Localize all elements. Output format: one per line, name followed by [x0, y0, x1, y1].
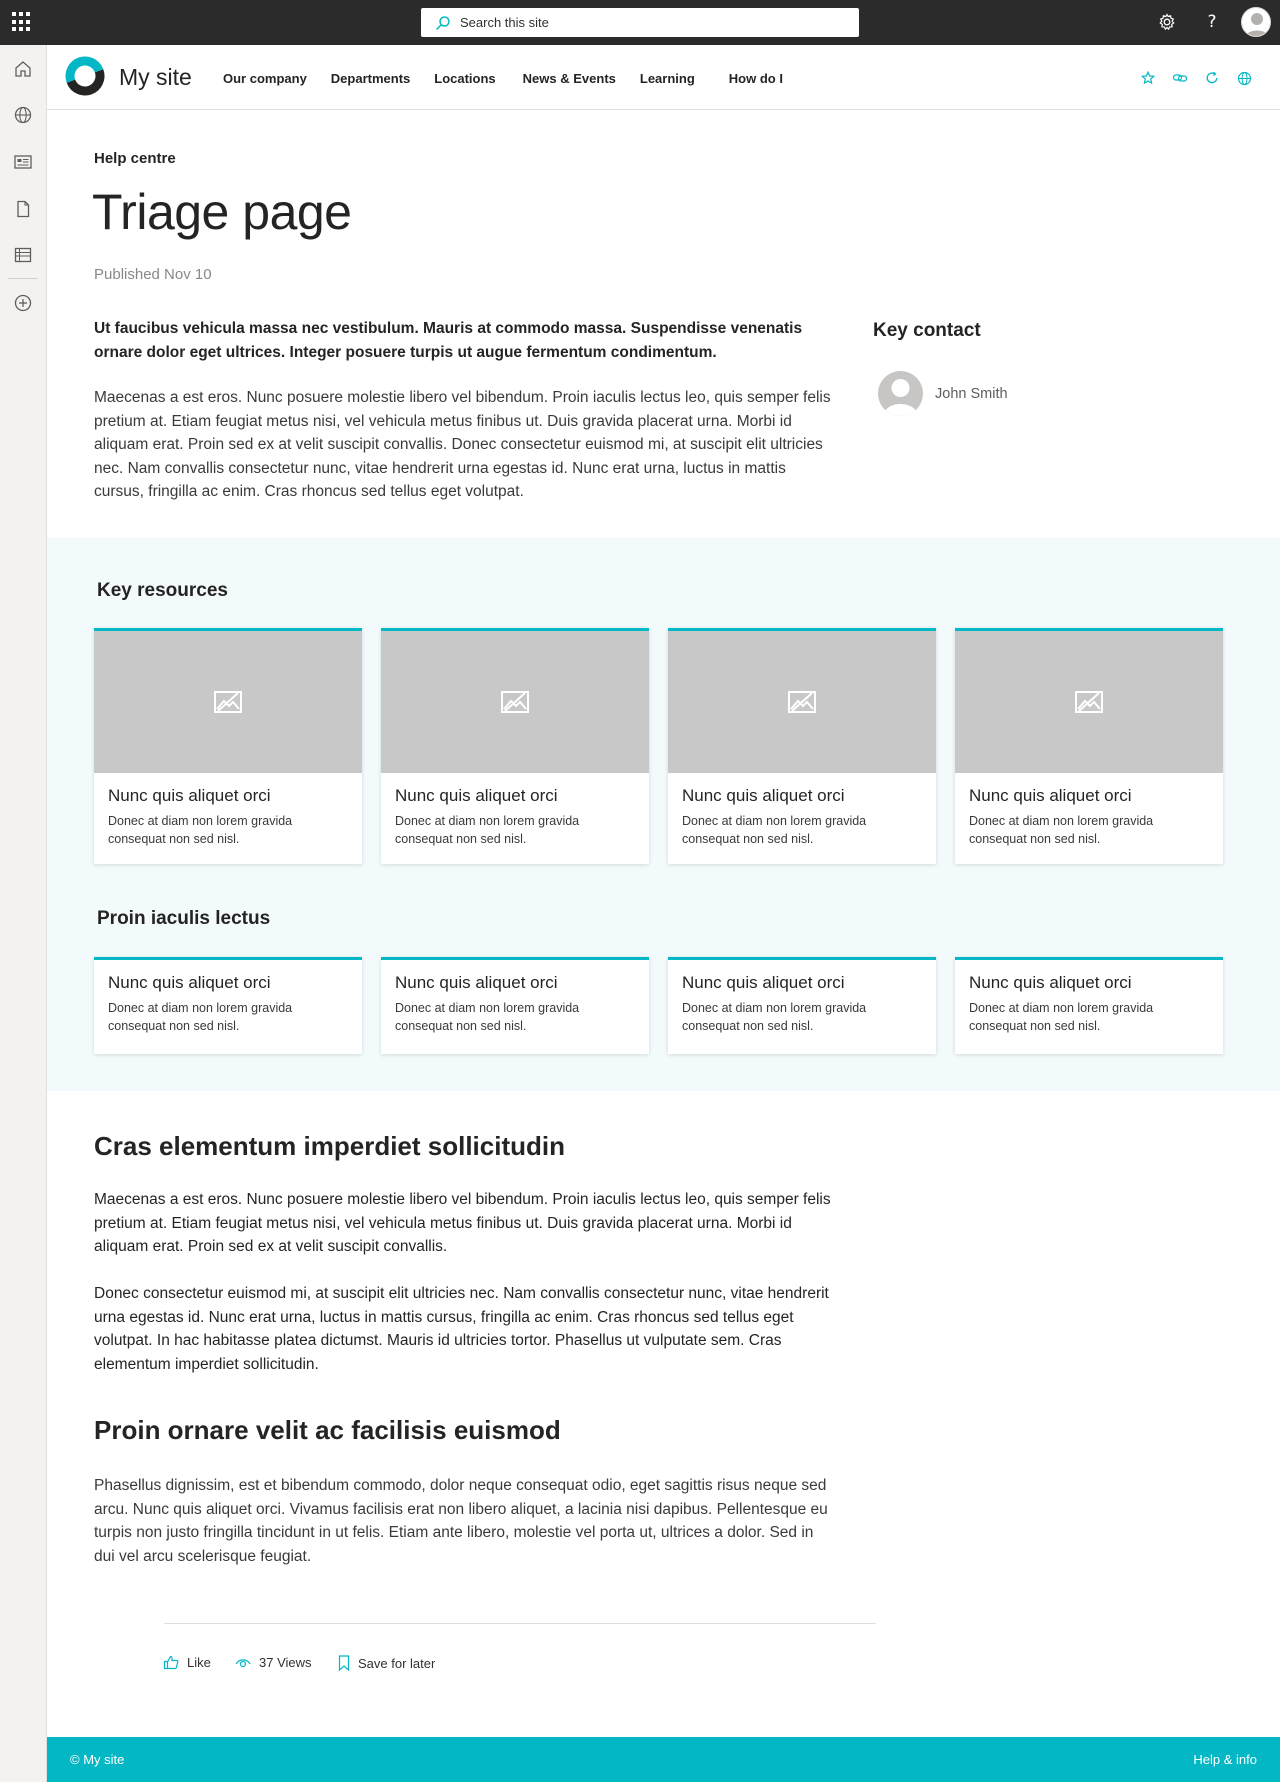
image-icon: [214, 691, 242, 713]
section-heading: Cras elementum imperdiet sollicitudin: [94, 1131, 565, 1161]
gear-icon[interactable]: [1156, 11, 1178, 33]
site-title[interactable]: My site: [119, 64, 192, 90]
image-placeholder: [381, 631, 649, 773]
list-icon[interactable]: [12, 244, 34, 266]
contact-card[interactable]: [878, 371, 1008, 416]
resource-card[interactable]: [94, 628, 362, 864]
nav-locations[interactable]: Locations: [434, 71, 496, 86]
card-description: Donec at diam non lorem gravida consequat non sed nisl.: [108, 814, 293, 846]
globe-icon[interactable]: [1235, 69, 1253, 87]
document-icon[interactable]: [12, 198, 34, 220]
like-label: Like: [187, 1655, 211, 1670]
card-title: Nunc quis aliquet orci: [395, 786, 558, 805]
resource-card[interactable]: [381, 628, 649, 864]
nav-how-do-i[interactable]: How do I: [728, 71, 783, 86]
suite-bar: [0, 0, 1280, 45]
card-description: Donec at diam non lorem gravida consequat non sed nisl.: [108, 1001, 293, 1033]
card-description: Donec at diam non lorem gravida consequat non sed nisl.: [969, 1001, 1154, 1033]
top-navigation: [223, 71, 807, 86]
card-description: Donec at diam non lorem gravida consequat non sed nisl.: [395, 1001, 580, 1033]
image-icon: [788, 691, 816, 713]
resource-card[interactable]: [668, 628, 936, 864]
site-header: [47, 45, 1280, 110]
like-button[interactable]: [163, 1655, 211, 1670]
link-card[interactable]: [381, 957, 649, 1054]
card-description: Donec at diam non lorem gravida consequat non sed nisl.: [395, 814, 580, 846]
like-icon: [163, 1655, 179, 1670]
help-icon[interactable]: ?: [1207, 12, 1217, 32]
key-contact-heading: Key contact: [873, 320, 981, 341]
card-description: Donec at diam non lorem gravida consequat non sed nisl.: [969, 814, 1154, 846]
home-icon[interactable]: [12, 58, 34, 80]
image-icon: [1075, 691, 1103, 713]
card-title: Nunc quis aliquet orci: [395, 973, 558, 992]
views-label: 37 Views: [259, 1655, 312, 1670]
rail-divider: [8, 278, 38, 279]
copyright-text: © My site: [70, 1752, 125, 1767]
views-count: [235, 1655, 312, 1670]
card-title: Nunc quis aliquet orci: [969, 786, 1132, 805]
image-placeholder: [955, 631, 1223, 773]
eye-icon: [235, 1657, 251, 1669]
card-title: Nunc quis aliquet orci: [108, 973, 271, 992]
nav-news-events[interactable]: News & Events: [522, 71, 616, 86]
lead-paragraph: Ut faucibus vehicula massa nec vestibulum. Mauris at commodo massa. Suspendisse venenatis ornare dolor eget ultrices. Integer posuere turpis ut augue fermentum condimentum.: [94, 320, 803, 361]
add-circle-icon[interactable]: [12, 292, 34, 314]
left-rail: [0, 45, 47, 1782]
save-label: Save for later: [358, 1655, 436, 1671]
breadcrumb[interactable]: Help centre: [94, 150, 176, 167]
contact-avatar: [878, 371, 923, 416]
intro-paragraph: Maecenas a est eros. Nunc posuere molestie libero vel bibendum. Proin iaculis lectus leo, quis semper felis pretium at. Etiam feugiat metus nisi, vel vehicula metus finibus ut. Duis gravida placerat urna. Morbi id aliquam erat. Proin sed ex at velit suscipit convallis. Donec consectetur euismod mi, at suscipit elit ultricies nec. Nam convallis consectetur nunc, vitae hendrerit urna egestas id. Nunc erat urna, luctus in mattis cursus, fringilla ac enim. Cras rhoncus sed tellus eget volutpat.: [94, 389, 831, 500]
link-card[interactable]: [668, 957, 936, 1054]
nav-learning[interactable]: Learning: [639, 71, 695, 86]
link-card[interactable]: [94, 957, 362, 1054]
footer: [47, 1737, 1280, 1782]
card-title: Nunc quis aliquet orci: [969, 973, 1132, 992]
link-icon[interactable]: [1171, 69, 1189, 87]
image-icon: [501, 691, 529, 713]
save-for-later-button[interactable]: [338, 1655, 435, 1671]
card-title: Nunc quis aliquet orci: [108, 786, 271, 805]
search-icon: [435, 15, 451, 31]
proin-section-heading: Proin iaculis lectus: [97, 908, 271, 929]
body-paragraph: Maecenas a est eros. Nunc posuere molestie libero vel bibendum. Proin iaculis lectus leo, quis semper felis pretium at. Etiam feugiat metus nisi, vel vehicula metus finibus ut. Duis gravida placerat urna. Morbi id aliquam erat. Proin sed ex at velit suscipit convallis.: [94, 1191, 831, 1255]
news-icon[interactable]: [12, 151, 34, 173]
section-heading: Proin ornare velit ac facilisis euismod: [94, 1415, 561, 1445]
card-title: Nunc quis aliquet orci: [682, 973, 845, 992]
key-resources-heading: Key resources: [97, 580, 228, 601]
globe-icon[interactable]: [12, 104, 34, 126]
star-icon[interactable]: [1139, 69, 1157, 87]
card-description: Donec at diam non lorem gravida consequat non sed nisl.: [682, 814, 867, 846]
divider: [164, 1623, 876, 1624]
body-paragraph: Donec consectetur euismod mi, at suscipit elit ultricies nec. Nam convallis consectetur nunc, vitae hendrerit urna egestas id. Nunc erat urna, luctus in mattis cursus, fringilla ac enim. Cras rhoncus sed tellus eget volutpat. In hac habitasse platea dictumst. Mauris id ultricies tortor. Phasellus ut vulputate sem. Cras elementum imperdiet sollicitudin.: [94, 1285, 829, 1373]
contact-name: John Smith: [935, 385, 1008, 402]
link-card[interactable]: [955, 957, 1223, 1054]
bookmark-icon: [338, 1655, 350, 1671]
body-paragraph: Phasellus dignissim, est et bibendum commodo, dolor neque consequat odio, eget sagittis risus neque sed arcu. Nunc quis aliquet orci. Vivamus facilisis erat non libero aliquet, a lacinia nisi dapibus. Pellentesque eu turpis non justo fringilla tincidunt in ut felis. Etiam ante libero, molestie vel porta ut, ultrices a dolor. Sed in dui vel arcu scelerisque feugiat.: [94, 1477, 828, 1565]
refresh-icon[interactable]: [1203, 69, 1221, 87]
profile-avatar[interactable]: [1241, 7, 1271, 37]
image-placeholder: [94, 631, 362, 773]
search-input[interactable]: [460, 15, 840, 30]
help-info-link[interactable]: Help & info: [1193, 1752, 1257, 1767]
image-placeholder: [668, 631, 936, 773]
nav-departments[interactable]: Departments: [330, 71, 411, 86]
nav-our-company[interactable]: Our company: [223, 71, 307, 86]
site-logo[interactable]: [63, 54, 107, 98]
card-description: Donec at diam non lorem gravida consequat non sed nisl.: [682, 1001, 867, 1033]
search-box[interactable]: [421, 8, 859, 37]
waffle-icon[interactable]: [12, 12, 32, 32]
page-title: Triage page: [92, 184, 352, 240]
card-title: Nunc quis aliquet orci: [682, 786, 845, 805]
resource-card[interactable]: [955, 628, 1223, 864]
published-date: Published Nov 10: [94, 266, 212, 283]
